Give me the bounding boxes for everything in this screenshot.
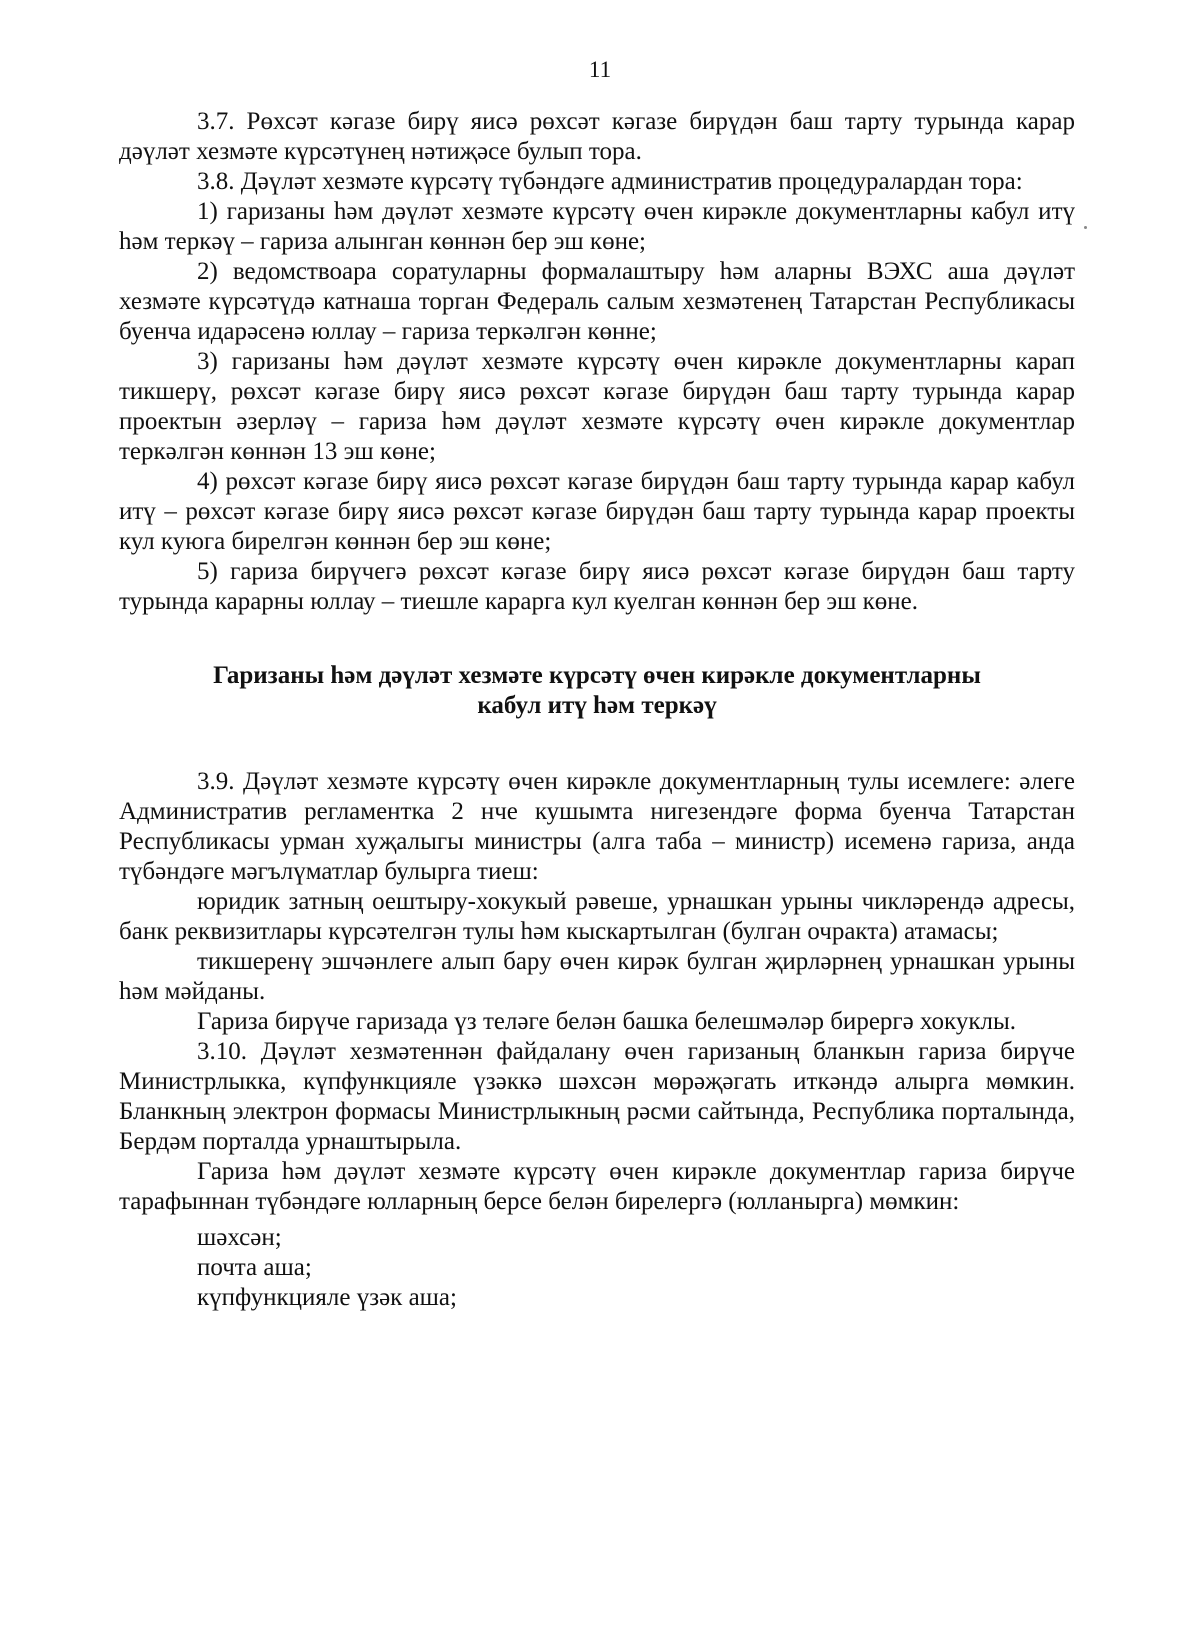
procedure-item-3: 3) гаризаны һәм дәүләт хезмәте күрсәтү өчен кирәкле документларны карап тикшерү, рөхсәт кәгазе бирү яисә рөхсәт кәгазе бирүдән баш тарту турында карар проектын әзерләү – гариза һәм дәүләт хезмәте күрсәтү өчен кирәкле документлар теркәлгән көннән 13 эш көне; [119, 348, 1075, 465]
paragraph-3-8: 3.8. Дәүләт хезмәте күрсәтү түбәндәге административ процедуралардан тора: [197, 168, 1023, 195]
paragraph-submission-methods: Гариза һәм дәүләт хезмәте күрсәтү өчен кирәкле документлар гариза бирүче тарафыннан түбәндәге юлларның берсе белән бирелергә (юлланырга) мөмкин: [119, 1158, 1075, 1215]
submission-method-post: почта аша; [197, 1254, 312, 1281]
procedure-item-4: 4) рөхсәт кәгазе бирү яисә рөхсәт кәгазе бирүдән баш тарту турында карар кабул итү – рөхсәт кәгазе бирү яисә рөхсәт кәгазе бирүдән баш тарту турында карар проекты кул куюга бирелгән көннән бер эш көне; [119, 468, 1075, 555]
section-heading-line-1: Гаризаны һәм дәүләт хезмәте күрсәтү өчен кирәкле документларны [213, 662, 981, 689]
requirement-legal-entity: юридик затның оештыру-хокукый рәвеше, урнашкан урыны чикләрендә адресы, банк реквизитлары күрсәтелгән тулы һәм кыскартылган (булган очракта) атамасы; [119, 888, 1075, 945]
paragraph-3-7: 3.7. Рөхсәт кәгазе бирү яисә рөхсәт кәгазе бирүдән баш тарту турында карар дәүләт хезмәте күрсәтүнең нәтиҗәсе булып тора. [119, 108, 1075, 165]
procedure-item-2: 2) ведомствоара соратуларны формалаштыру һәм аларны ВЭХС аша дәүләт хезмәте күрсәтүдә катнаша торган Федераль салым хезмәтенең Татарстан Республикасы буенча идарәсенә юллау – гариза теркәлгән көнне; [119, 258, 1075, 345]
scan-speck [1084, 226, 1087, 229]
submission-method-mfc: күпфункцияле үзәк аша; [197, 1284, 457, 1311]
section-heading [119, 661, 1075, 721]
page-number: 11 [588, 57, 612, 82]
paragraph-3-10: 3.10. Дәүләт хезмәтеннән файдалану өчен гаризаның бланкын гариза бирүче Министрлыкка, күпфункцияле үзәккә шәхсән мөрәҗәгать иткәндә алырга мөмкин. Бланкның электрон формасы Министрлыкның рәсми сайтында, Республика порталында, Бердәм порталда урнаштырыла. [119, 1038, 1075, 1155]
paragraph-3-9: 3.9. Дәүләт хезмәте күрсәтү өчен кирәкле документларның тулы исемлеге: әлеге Административ регламентка 2 нче кушымта нигезендәге форма буенча Татарстан Республикасы урман хуҗалыгы министры (алга таба – министр) исеменә гариза, анда түбәндәге мәгълүматлар булырга тиеш: [119, 768, 1075, 885]
section-heading-line-2: кабул итү һәм теркәү [477, 692, 717, 719]
procedure-item-1: 1) гаризаны һәм дәүләт хезмәте күрсәтү өчен кирәкле документларны кабул итү һәм теркәү – гариза алынган көннән бер эш көне; [119, 198, 1075, 255]
submission-method-in-person: шәхсән; [197, 1224, 282, 1251]
procedure-item-5: 5) гариза бирүчегә рөхсәт кәгазе бирү яисә рөхсәт кәгазе бирүдән баш тарту турында карарны юллау – тиешле карарга кул куелган көннән бер эш көне. [119, 558, 1075, 615]
requirement-land-plots: тикшеренү эшчәнлеге алып бару өчен кирәк булган җирләрнең урнашкан урыны һәм мәйданы. [119, 948, 1075, 1005]
paragraph-additional-info: Гариза бирүче гаризада үз теләге белән башка белешмәләр бирергә хокуклы. [197, 1008, 1017, 1035]
document-body [119, 107, 1075, 1313]
